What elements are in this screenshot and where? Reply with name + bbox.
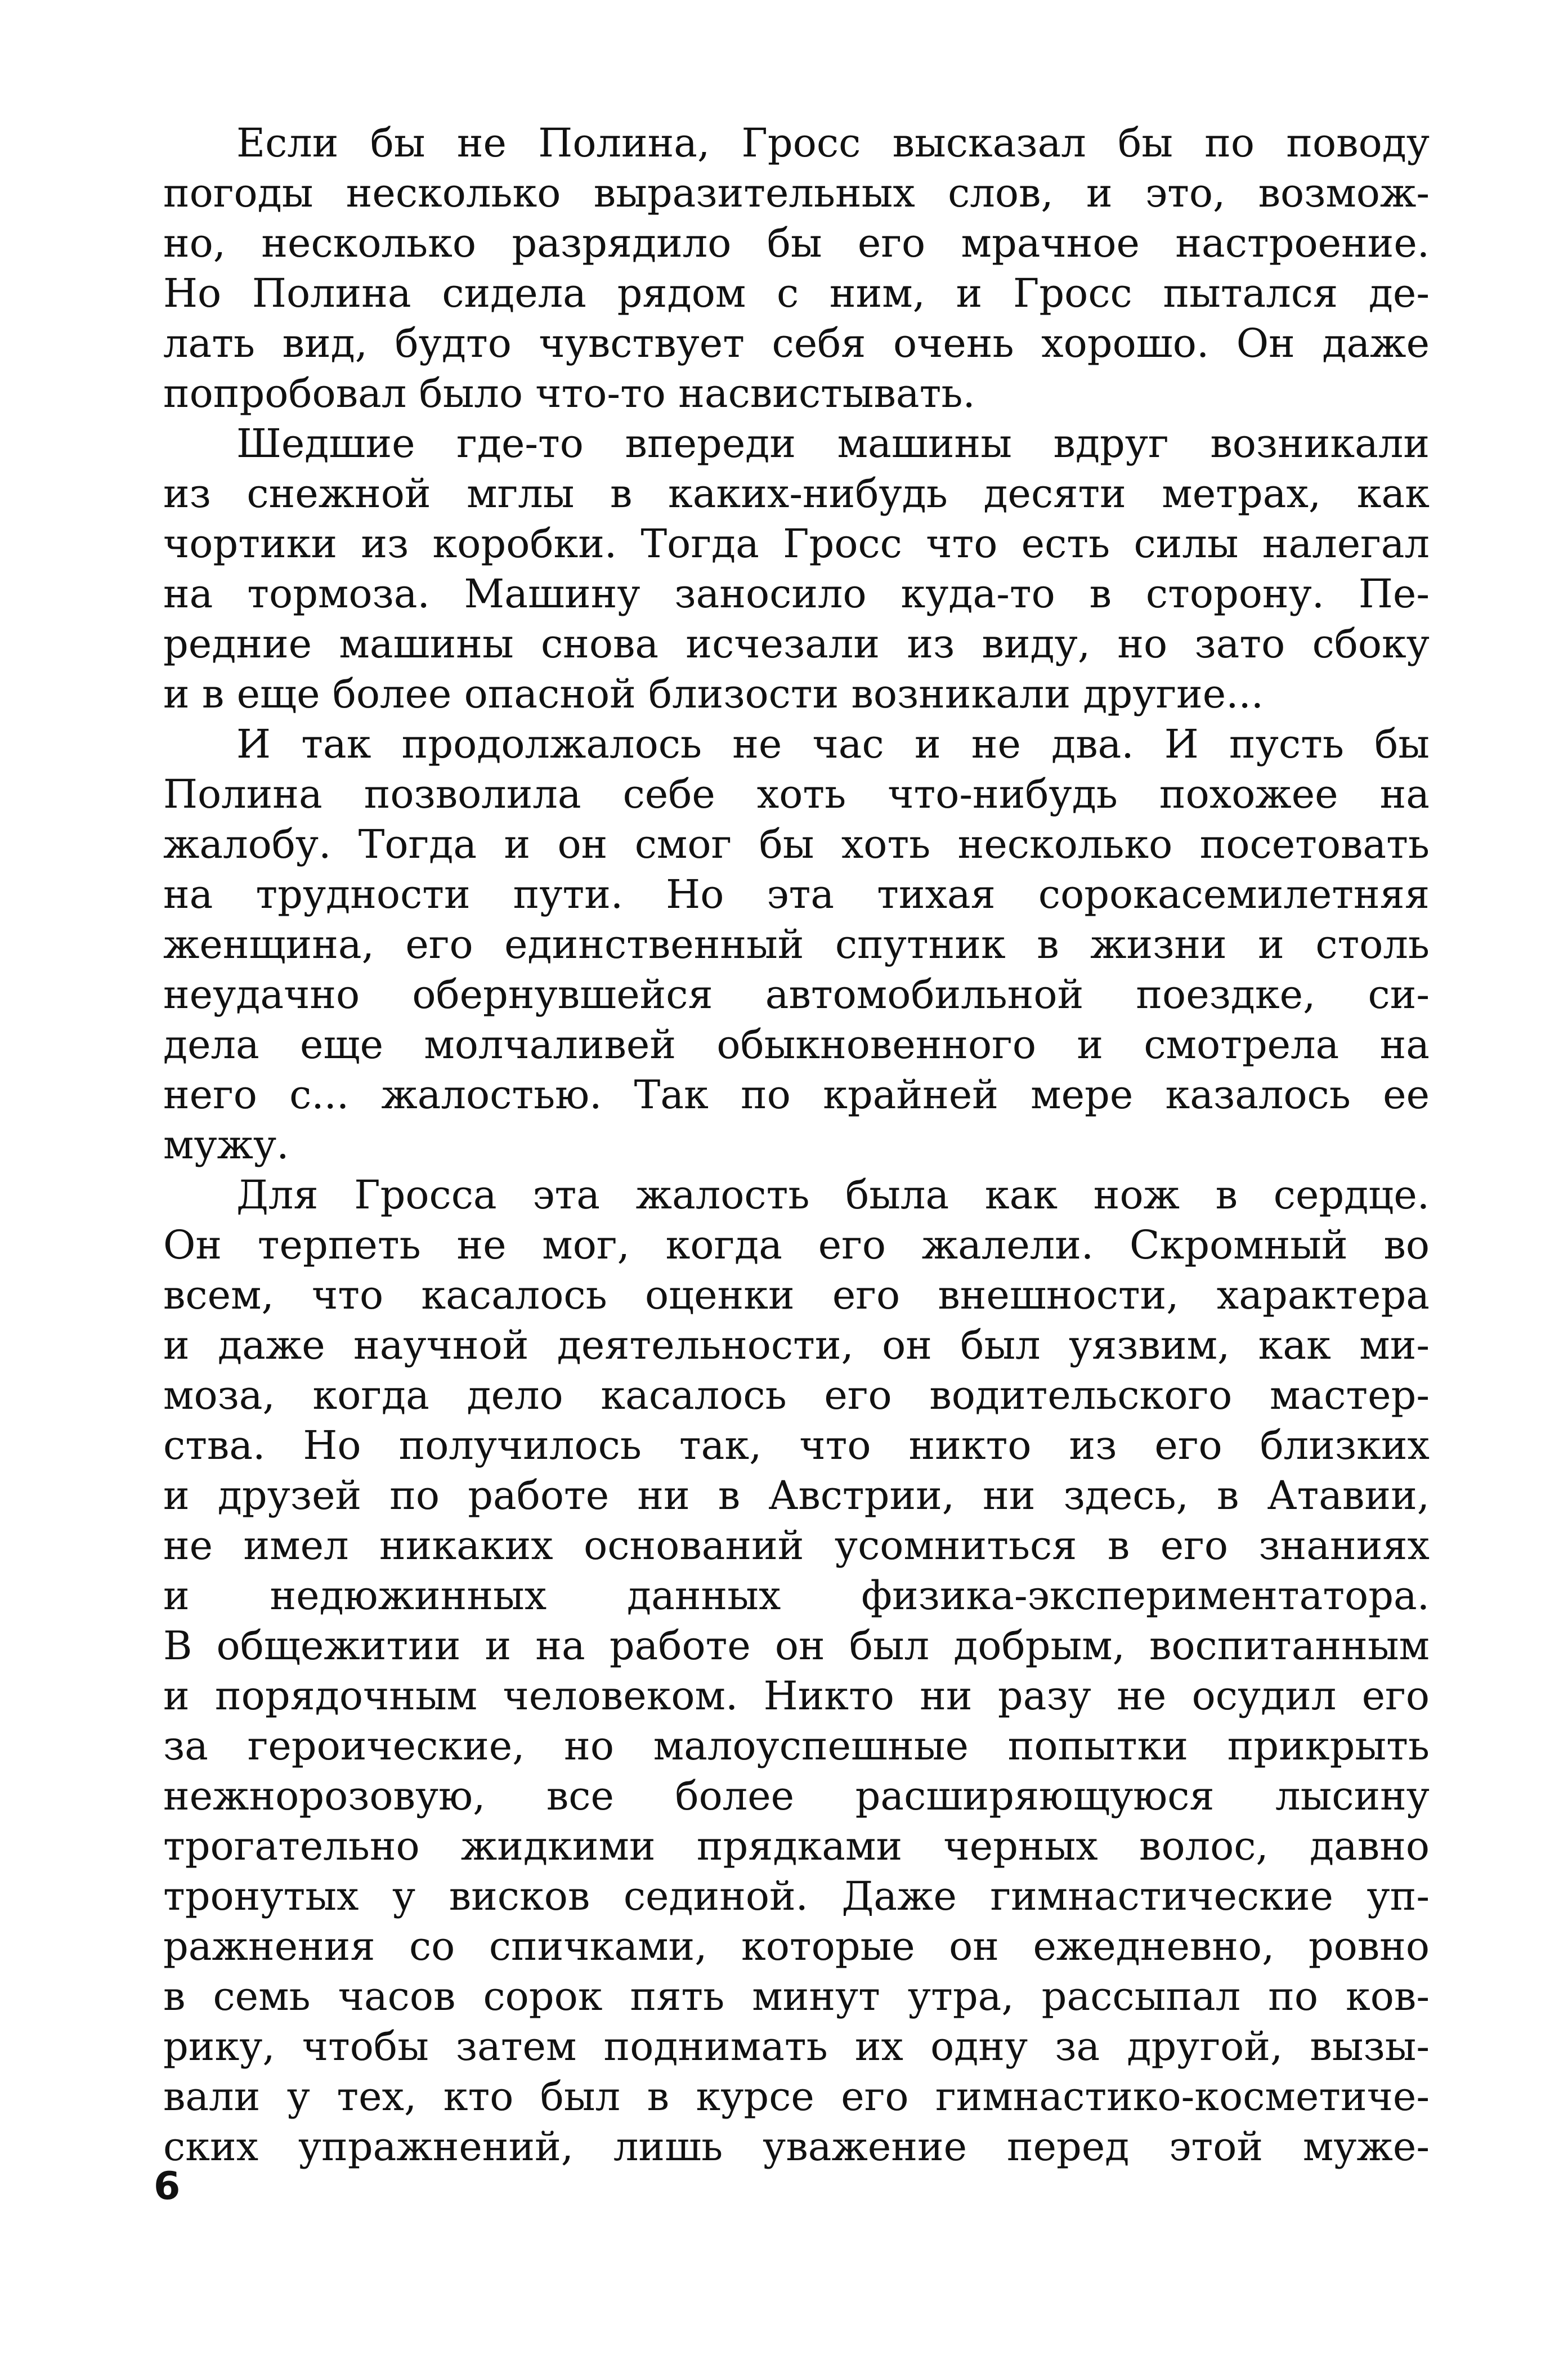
paragraph [163,719,1430,1170]
page-number: 6 [154,2164,181,2209]
text-line: тронутых у висков сединой. Даже гимнастические уп- [163,1873,1430,1919]
text-line: Полина позволила себе хоть что-нибудь похожее на [163,771,1430,817]
paragraph [163,419,1430,719]
text-line: и в еще более опасной близости возникали другие... [163,671,1264,717]
text-line: на трудности пути. Но эта тихая сорокасемилетняя [163,871,1430,917]
text-line: и порядочным человеком. Никто ни разу не осудил его [163,1673,1430,1719]
text-line: Для Гросса эта жалость была как нож в сердце. [236,1172,1430,1218]
text-line: из снежной мглы в каких-нибудь десяти метрах, как [163,471,1430,517]
text-line: за героические, но малоуспешные попытки прикрыть [163,1723,1430,1769]
text-line: дела еще молчаливей обыкновенного и смотрела на [163,1022,1430,1068]
text-line: него с... жалостью. Так по крайней мере казалось ее [163,1072,1430,1118]
text-line: Он терпеть не мог, когда его жалели. Скромный во [163,1222,1430,1268]
document-page [163,118,1430,2172]
text-line: И так продолжалось не час и не два. И пусть бы [236,721,1430,767]
text-line: моза, когда дело касалось его водительского мастер- [163,1372,1430,1418]
text-line: не имел никаких оснований усомниться в его знаниях [163,1522,1430,1569]
text-line: жалобу. Тогда и он смог бы хоть несколько посетовать [163,821,1430,867]
text-line: ражнения со спичками, которые он ежедневно, ровно [163,1923,1430,1969]
text-line: мужу. [163,1122,289,1168]
text-line: ских упражнений, лишь уважение перед этой муже- [163,2124,1430,2170]
text-line: нежнорозовую, все более расширяющуюся лысину [163,1773,1430,1819]
text-line: погоды несколько выразительных слов, и это, возмож- [163,170,1430,216]
text-line: Шедшие где-то впереди машины вдруг возникали [236,420,1430,467]
text-line: трогательно жидкими прядками черных волос, давно [163,1823,1430,1869]
text-line: чортики из коробки. Тогда Гросс что есть силы налегал [163,521,1430,567]
text-line: и недюжинных данных физика-экспериментатора. [163,1573,1430,1619]
text-line: женщина, его единственный спутник в жизни и столь [163,921,1430,968]
text-line: всем, что касалось оценки его внешности, характера [163,1272,1430,1318]
text-line: Если бы не Полина, Гросс высказал бы по поводу [236,120,1430,166]
text-line: попробовал было что-то насвистывать. [163,370,975,417]
paragraph [163,118,1430,419]
text-line: ства. Но получилось так, что никто из его близких [163,1422,1430,1468]
text-line: редние машины снова исчезали из виду, но зато сбоку [163,621,1430,667]
text-line: лать вид, будто чувствует себя очень хорошо. Он даже [163,320,1430,366]
paragraph [163,1170,1430,2172]
text-line: Но Полина сидела рядом с ним, и Гросс пытался де- [163,270,1430,316]
text-line: вали у тех, кто был в курсе его гимнастико-косметиче- [163,2074,1430,2120]
text-line: но, несколько разрядило бы его мрачное настроение. [163,220,1430,266]
text-line: на тормоза. Машину заносило куда-то в сторону. Пе- [163,571,1430,617]
text-line: неудачно обернувшейся автомобильной поездке, си- [163,971,1430,1018]
text-line: в семь часов сорок пять минут утра, рассыпал по ков- [163,1973,1430,2019]
text-line: рику, чтобы затем поднимать их одну за другой, вызы- [163,2023,1430,2070]
text-line: В общежитии и на работе он был добрым, воспитанным [163,1623,1430,1669]
text-line: и даже научной деятельности, он был уязвим, как ми- [163,1322,1430,1368]
text-line: и друзей по работе ни в Австрии, ни здесь, в Атавии, [163,1472,1430,1519]
